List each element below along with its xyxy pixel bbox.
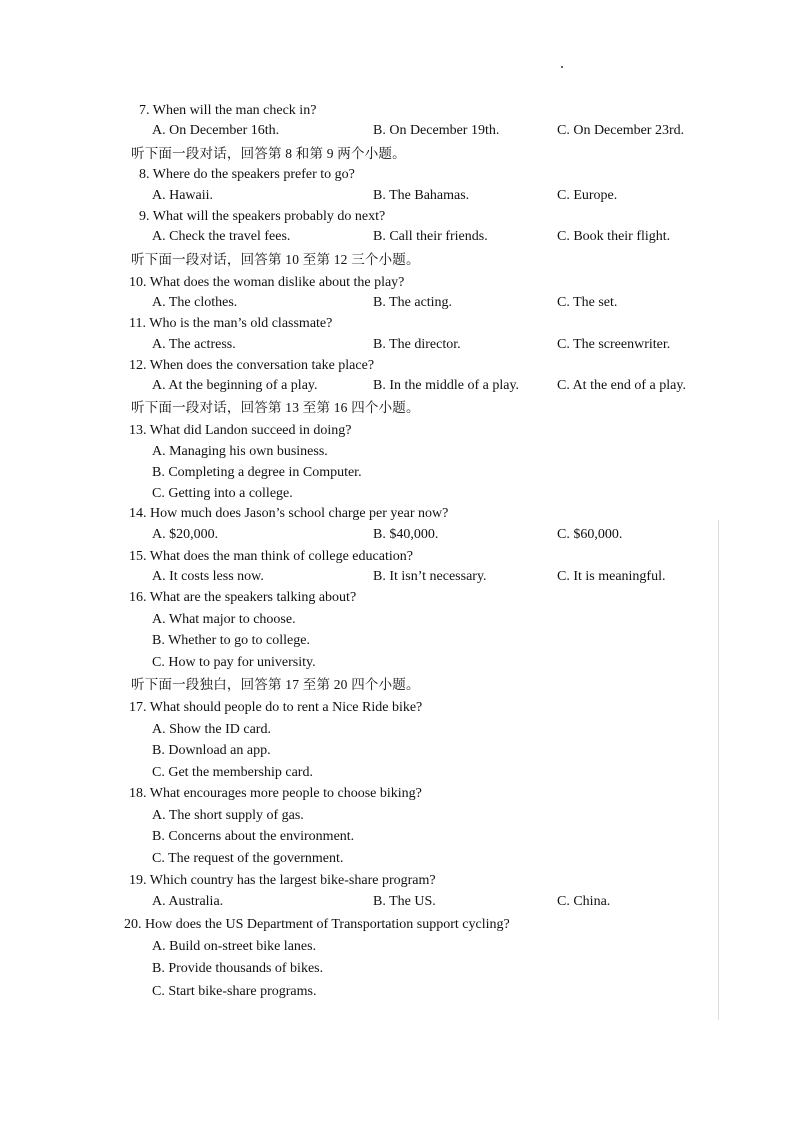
option-row: [0, 893, 793, 911]
option-row: [0, 122, 793, 140]
section-instruction: 听下面一段对话，回答第 13 至第 16 四个小题。: [131, 400, 420, 415]
question-text: 14. How much does Jason’s school charge per year now?: [129, 506, 449, 521]
question-text: 8. Where do the speakers prefer to go?: [139, 167, 355, 182]
option-text: C. The request of the government.: [152, 851, 344, 866]
option-c: C. The set.: [557, 295, 618, 310]
option-text: C. Getting into a college.: [152, 486, 293, 501]
stray-dot: [561, 66, 563, 68]
option-a: A. It costs less now.: [152, 569, 264, 584]
option-b: B. The director.: [373, 337, 461, 352]
option-text: A. What major to choose.: [152, 612, 296, 627]
option-text: C. Get the membership card.: [152, 765, 313, 780]
question-text: 18. What encourages more people to choose biking?: [129, 786, 422, 801]
option-c: C. $60,000.: [557, 527, 623, 542]
option-text: B. Completing a degree in Computer.: [152, 465, 362, 480]
option-text: A. The short supply of gas.: [152, 808, 304, 823]
option-c: C. At the end of a play.: [557, 378, 686, 393]
option-c: C. The screenwriter.: [557, 337, 671, 352]
option-row: [0, 377, 793, 395]
option-text: A. Build on-street bike lanes.: [152, 939, 317, 954]
question-text: 13. What did Landon succeed in doing?: [129, 423, 352, 438]
option-text: C. Start bike-share programs.: [152, 984, 317, 999]
option-b: B. On December 19th.: [373, 123, 500, 138]
question-text: 16. What are the speakers talking about?: [129, 590, 357, 605]
option-a: A. Hawaii.: [152, 188, 214, 203]
option-b: B. It isn’t necessary.: [373, 569, 487, 584]
question-text: 9. What will the speakers probably do next?: [139, 209, 386, 224]
option-b: B. The US.: [373, 894, 436, 909]
question-text: 10. What does the woman dislike about the play?: [129, 275, 405, 290]
option-c: C. Book their flight.: [557, 229, 671, 244]
question-text: 11. Who is the man’s old classmate?: [129, 316, 333, 331]
question-text: 20. How does the US Department of Transportation support cycling?: [124, 917, 510, 932]
question-text: 7. When will the man check in?: [139, 103, 317, 118]
option-text: A. Managing his own business.: [152, 444, 328, 459]
option-b: B. $40,000.: [373, 527, 439, 542]
option-row: [0, 294, 793, 312]
option-b: B. In the middle of a play.: [373, 378, 520, 393]
option-b: B. Call their friends.: [373, 229, 488, 244]
question-text: 12. When does the conversation take place?: [129, 358, 375, 373]
section-instruction: 听下面一段独白，回答第 17 至第 20 四个小题。: [131, 677, 420, 692]
option-a: A. At the beginning of a play.: [152, 378, 318, 393]
option-b: B. The Bahamas.: [373, 188, 470, 203]
option-text: A. Show the ID card.: [152, 722, 271, 737]
option-a: A. The clothes.: [152, 295, 238, 310]
section-instruction: 听下面一段对话，回答第 8 和第 9 两个小题。: [131, 146, 406, 161]
option-a: A. The actress.: [152, 337, 236, 352]
option-text: B. Concerns about the environment.: [152, 829, 355, 844]
option-row: [0, 568, 793, 586]
option-a: A. On December 16th.: [152, 123, 280, 138]
question-text: 15. What does the man think of college education?: [129, 549, 413, 564]
option-text: B. Download an app.: [152, 743, 271, 758]
question-text: 17. What should people do to rent a Nice Ride bike?: [129, 700, 423, 715]
option-row: [0, 336, 793, 354]
section-instruction: 听下面一段对话，回答第 10 至第 12 三个小题。: [131, 252, 420, 267]
option-text: B. Provide thousands of bikes.: [152, 961, 324, 976]
option-row: [0, 187, 793, 205]
option-a: A. $20,000.: [152, 527, 219, 542]
option-a: A. Australia.: [152, 894, 224, 909]
option-c: C. China.: [557, 894, 611, 909]
option-text: C. How to pay for university.: [152, 655, 316, 670]
option-b: B. The acting.: [373, 295, 453, 310]
option-c: C. Europe.: [557, 188, 618, 203]
option-c: C. It is meaningful.: [557, 569, 666, 584]
question-text: 19. Which country has the largest bike-share program?: [129, 873, 436, 888]
option-row: [0, 228, 793, 246]
page-edge-line: [718, 520, 719, 1020]
option-c: C. On December 23rd.: [557, 123, 685, 138]
option-a: A. Check the travel fees.: [152, 229, 291, 244]
option-row: [0, 526, 793, 544]
option-text: B. Whether to go to college.: [152, 633, 310, 648]
